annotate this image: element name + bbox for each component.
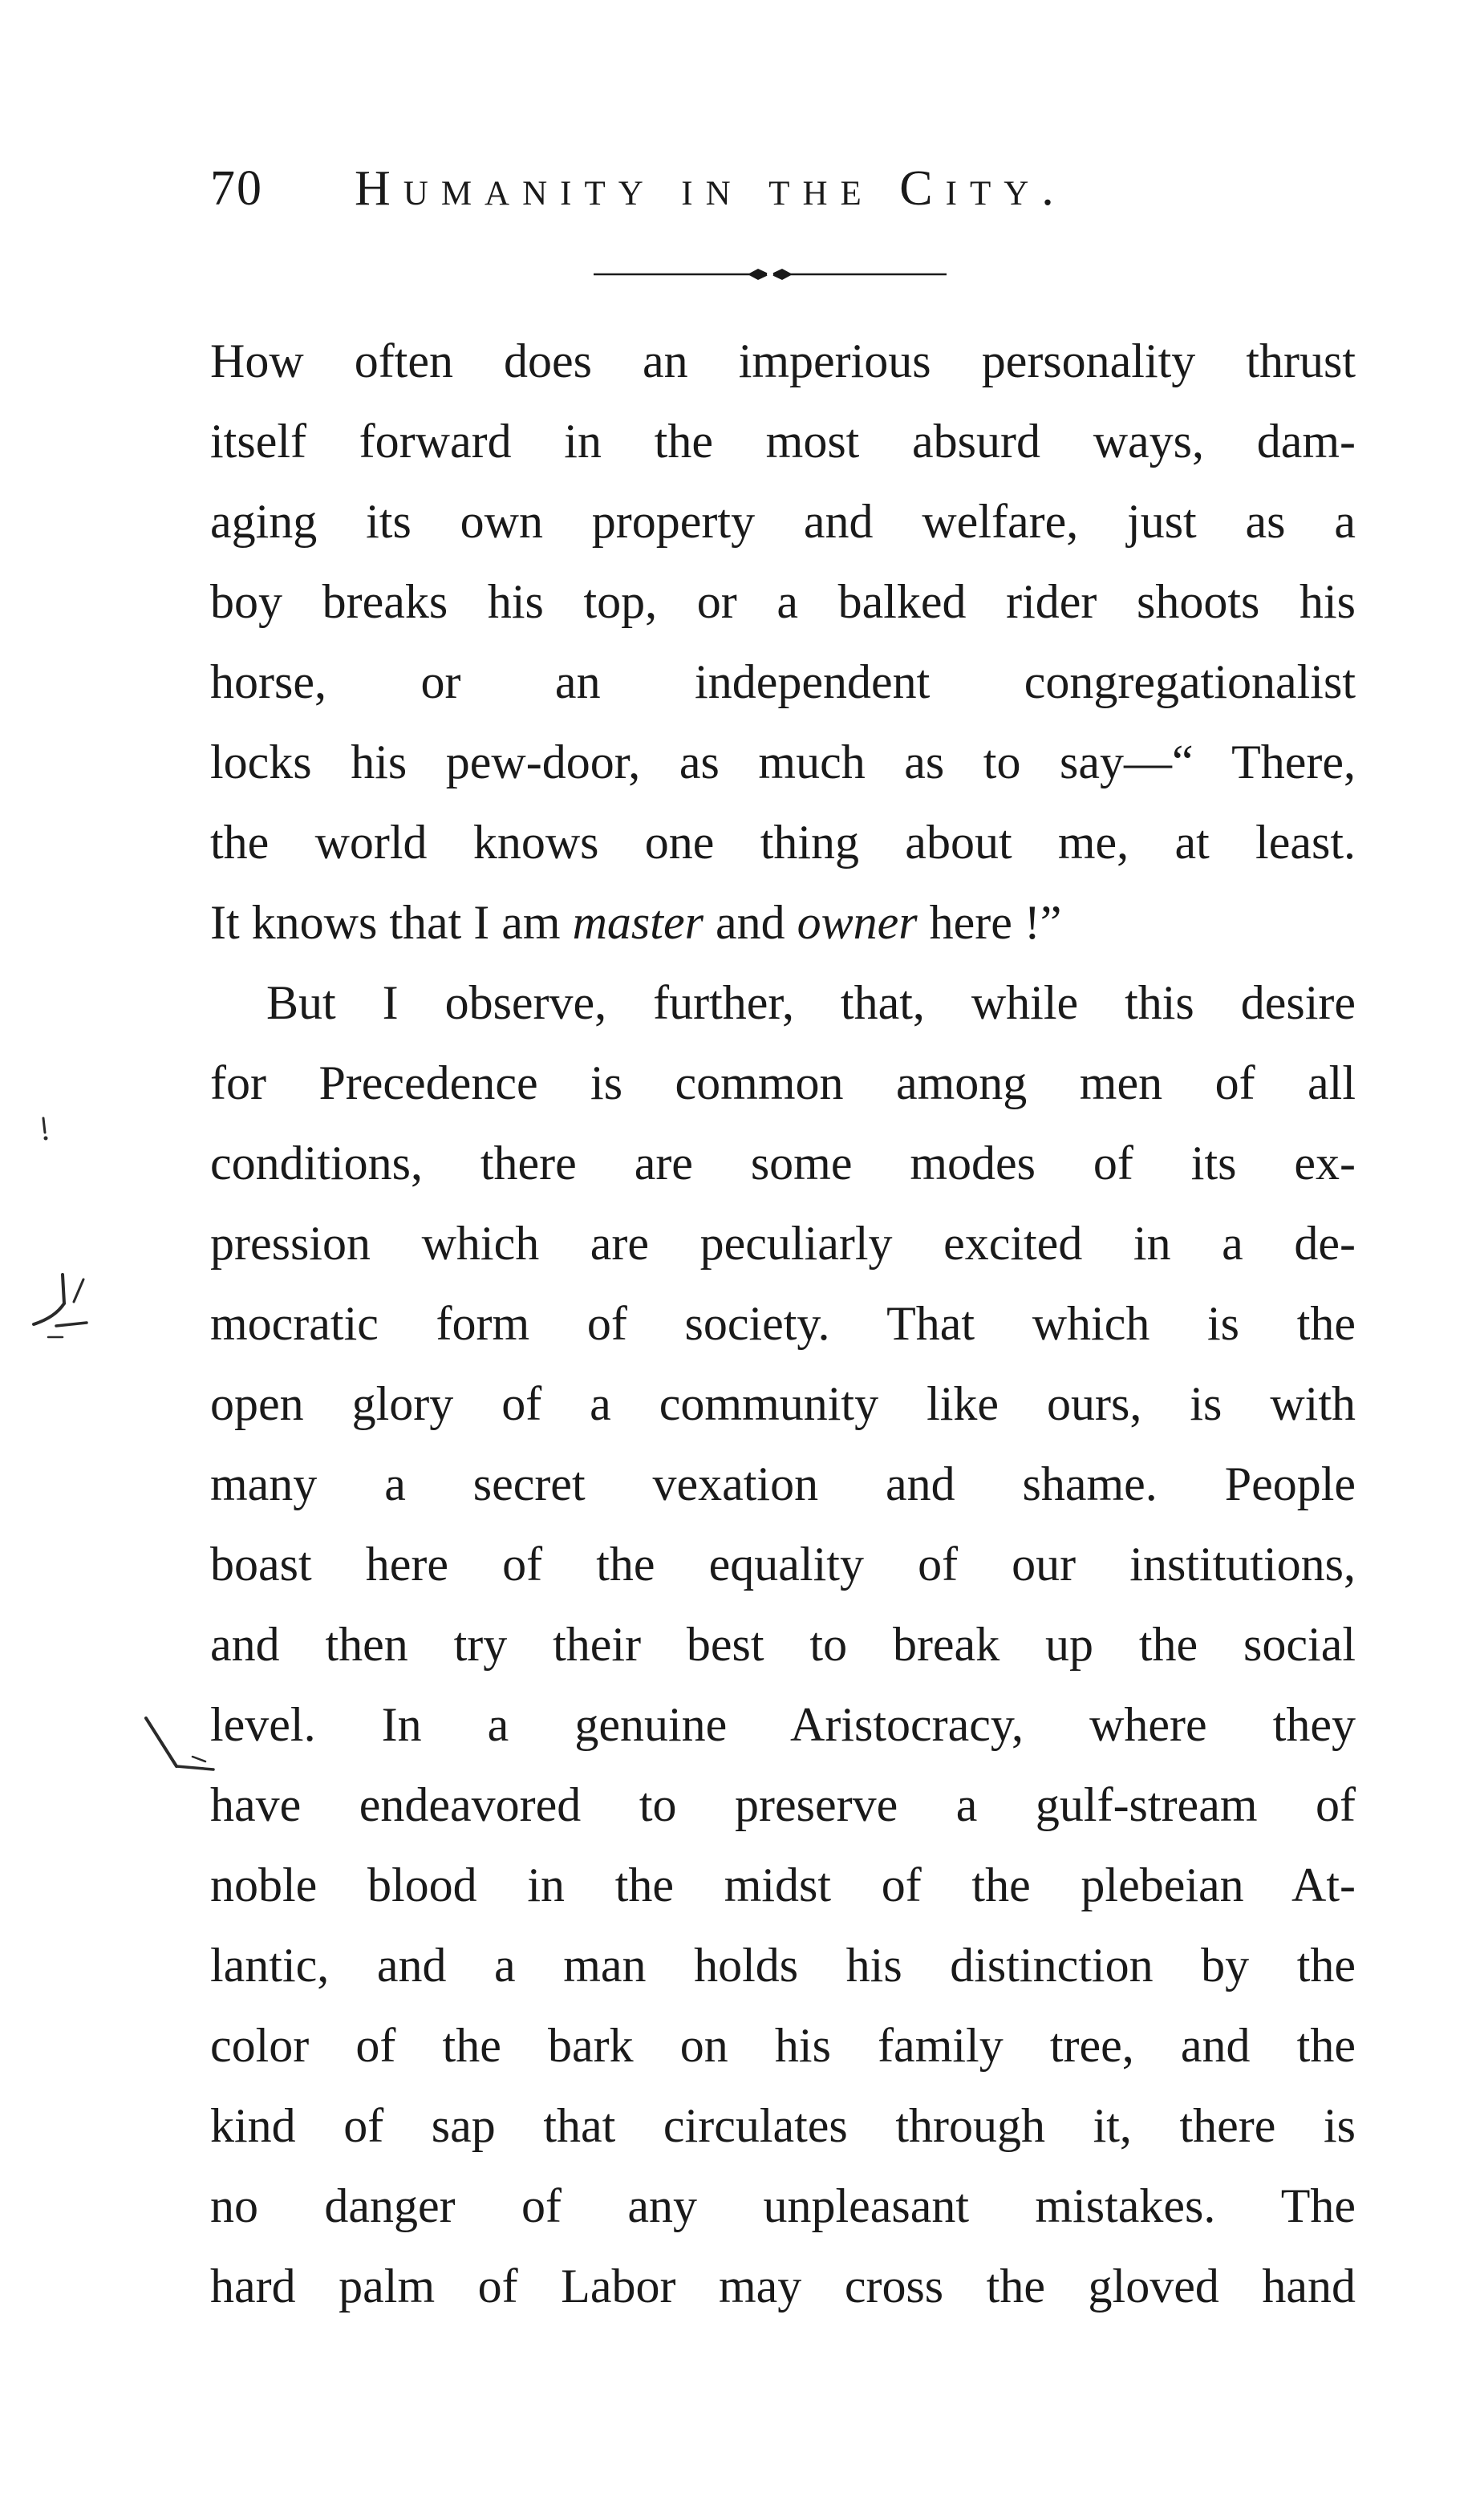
- running-title: Humanity in the City.: [355, 161, 1067, 216]
- text-run: and then try their best to break up the social: [210, 1618, 1356, 1671]
- text-line: [210, 1283, 1356, 1364]
- page-number: 70: [210, 161, 263, 216]
- text-line: [210, 642, 1356, 722]
- emphasized-word: master: [572, 896, 703, 949]
- text-line: [210, 1203, 1356, 1283]
- text-run: itself forward in the most absurd ways, dam-: [210, 415, 1356, 468]
- text-run: boast here of the equality of our institutions,: [210, 1538, 1356, 1591]
- text-run: color of the bark on his family tree, and the: [210, 2019, 1356, 2072]
- ornamental-rule-icon: [594, 258, 947, 290]
- text-line: [210, 2086, 1356, 2166]
- text-line: [210, 481, 1356, 561]
- text-run: many a secret vexation and shame. People: [210, 1457, 1356, 1510]
- text-line: [210, 1604, 1356, 1684]
- text-run: pression which are peculiarly excited in a de-: [210, 1217, 1356, 1270]
- text-line: [210, 1925, 1356, 2005]
- text-run: It knows that I am: [210, 896, 573, 949]
- text-run: noble blood in the midst of the plebeian At-: [210, 1859, 1356, 1911]
- pencil-tick-mark-icon: [32, 1115, 56, 1147]
- text-run: lantic, and a man holds his distinction by the: [210, 1939, 1356, 1992]
- text-run: for Precedence is common among men of all: [210, 1056, 1356, 1109]
- text-run: conditions, there are some modes of its ex-: [210, 1137, 1356, 1190]
- text-run: aging its own property and welfare, just as a: [210, 495, 1356, 548]
- pencil-tick-mark-icon: [16, 1263, 104, 1360]
- text-line: [210, 963, 1356, 1043]
- text-line: [210, 1524, 1356, 1604]
- text-run: no danger of any unpleasant mistakes. The: [210, 2179, 1356, 2232]
- text-run: hard palm of Labor may cross the gloved hand: [210, 2260, 1356, 2313]
- text-line: [210, 2246, 1356, 2326]
- text-run: But I observe, further, that, while this desire: [266, 976, 1356, 1029]
- text-line: [210, 561, 1356, 642]
- text-line: [210, 802, 1356, 882]
- text-line: [210, 2166, 1356, 2246]
- text-run: locks his pew-door, as much as to say—“ There,: [210, 736, 1356, 788]
- text-run: open glory of a community like ours, is with: [210, 1377, 1356, 1430]
- text-run: have endeavored to preserve a gulf-stream of: [210, 1778, 1356, 1831]
- text-line: [210, 1444, 1356, 1524]
- text-line: [210, 401, 1356, 481]
- text-run: the world knows one thing about me, at least.: [210, 816, 1356, 869]
- text-line: [210, 1845, 1356, 1925]
- text-run: and: [703, 896, 797, 949]
- text-run: here !”: [917, 896, 1062, 949]
- text-line: [210, 1123, 1356, 1203]
- text-run: horse, or an independent congregationalist: [210, 655, 1356, 708]
- body-text: [210, 321, 1356, 2326]
- text-line: [210, 1364, 1356, 1444]
- emphasized-word: owner: [797, 896, 918, 949]
- text-run: boy breaks his top, or a balked rider shoots his: [210, 575, 1356, 628]
- running-header: [210, 152, 1365, 225]
- text-run: level. In a genuine Aristocracy, where they: [210, 1698, 1356, 1751]
- pencil-tick-mark-icon: [136, 1709, 225, 1781]
- text-line: [210, 2005, 1356, 2086]
- text-line: [210, 722, 1356, 802]
- text-line: [210, 321, 1356, 401]
- text-run: How often does an imperious personality thrust: [210, 334, 1356, 387]
- text-line: [210, 1043, 1356, 1123]
- text-line: [210, 1684, 1356, 1765]
- text-line: [210, 882, 1356, 963]
- text-run: mocratic form of society. That which is the: [210, 1297, 1356, 1350]
- text-line: [210, 1765, 1356, 1845]
- text-run: kind of sap that circulates through it, there is: [210, 2099, 1356, 2152]
